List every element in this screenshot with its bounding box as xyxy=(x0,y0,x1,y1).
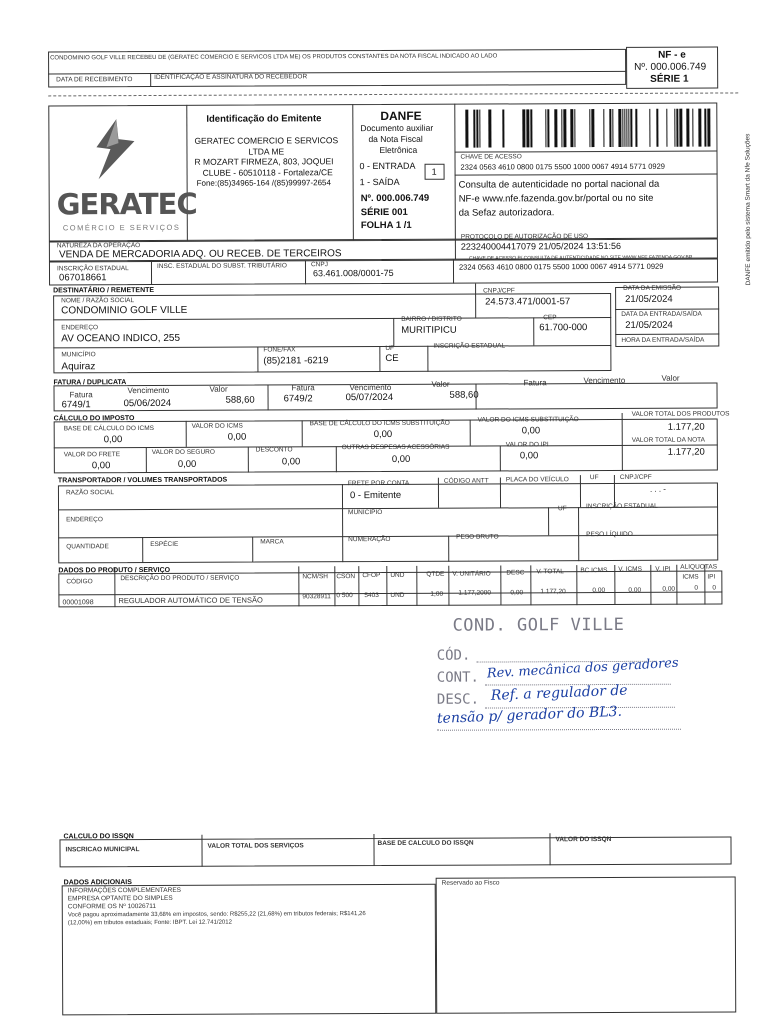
barcode-bar xyxy=(554,109,557,147)
col-v-total: V. TOTAL xyxy=(536,568,564,576)
danfe-desc1: Documento auxiliar xyxy=(360,122,434,134)
marca-label: MARCA xyxy=(260,538,284,546)
barcode-bar xyxy=(649,109,650,147)
col-aliquotas: ALIQUOTAS xyxy=(680,563,718,571)
col-v-unit: V. UNITÁRIO xyxy=(452,570,491,578)
transp-uf-label: UF xyxy=(589,474,599,482)
danfe-entrada: 0 - ENTRADA xyxy=(359,160,416,172)
col-aliq-ipi: IPI xyxy=(707,573,716,581)
row-v-unit: 1.177,2000 xyxy=(458,589,491,597)
dest-ie-label: INSCRIÇÃO ESTADUAL xyxy=(433,342,506,350)
stamp-title: COND. GOLF VILLE xyxy=(452,614,625,636)
cnpj-emit-label: CNPJ xyxy=(310,261,328,269)
emitente-name2: LTDA ME xyxy=(248,146,285,157)
barcode-bar xyxy=(612,109,613,147)
frete-conta-value: 0 - Emitente xyxy=(349,489,402,502)
table-column-divider xyxy=(358,566,359,606)
frete-conta-label: FRETE POR CONTA xyxy=(347,479,410,488)
transporte-section: TRANSPORTADOR / VOLUMES TRANSPORTADOS xyxy=(57,476,228,485)
mun-value: Aquiraz xyxy=(61,361,96,373)
col-codigo: CÓDIGO xyxy=(66,578,93,586)
barcode-bar xyxy=(589,109,590,147)
natureza-label: NATUREZA DA OPERAÇÃO xyxy=(56,242,141,250)
protocolo-value: 223240004417079 21/05/2024 13:51:56 xyxy=(460,240,622,252)
danfe-desc3: Eletrônica xyxy=(379,144,418,155)
ie-label: INSCRIÇÃO ESTADUAL xyxy=(56,265,129,273)
info-line2: CONFORME OS Nº 10026711 xyxy=(67,902,157,911)
col-descricao: DESCRIÇÃO DO PRODUTO / SERVIÇO xyxy=(120,574,240,583)
fat1-venc: 05/06/2024 xyxy=(123,397,172,410)
protocolo-label: PROTOCOLO DE AUTORIZAÇÃO DE USO xyxy=(460,233,589,241)
table-column-divider xyxy=(114,567,115,607)
canhoto-nfe-number: Nº. 000.006.749 xyxy=(634,61,707,73)
row-ncm: 90328911 xyxy=(302,593,331,601)
emitente-phone: Fone:(85)34965-164 /(85)99997-2654 xyxy=(196,178,331,188)
col-ncm: NCM/SH xyxy=(302,573,328,581)
stamp-cod-label: CÓD. xyxy=(436,647,471,664)
row-und: UND xyxy=(390,591,405,599)
row-aliq-ipi: 0 xyxy=(712,584,717,592)
emitente-address1: R MOZART FIRMEZA, 803, JOQUEI xyxy=(194,156,334,167)
barcode-bar xyxy=(609,109,611,147)
ipi-value: 0,00 xyxy=(519,450,539,462)
mun-label: MUNICÍPIO xyxy=(61,351,96,359)
bairro-value: MURITIPICU xyxy=(401,324,457,336)
fat1-h-fatura: Fatura xyxy=(69,390,93,400)
v-st-value: 0,00 xyxy=(521,425,541,437)
desconto-value: 0,00 xyxy=(281,456,301,468)
info-line1: EMPRESA OPTANTE DO SIMPLES xyxy=(67,894,173,903)
destinatario-section: DESTINATÁRIO / REMETENTE xyxy=(53,286,155,295)
barcode-bar xyxy=(656,109,658,147)
chave-label: CHAVE DE ACESSO xyxy=(460,153,522,161)
barcode-bar xyxy=(476,110,478,148)
transp-uf2-label: UF xyxy=(558,505,567,513)
issqn-section: CALCULO DO ISSQN xyxy=(63,833,134,841)
especie-label: ESPÉCIE xyxy=(150,540,179,549)
emissao-label: DATA DA EMISSÃO xyxy=(623,284,682,292)
seguro-label: VALOR DO SEGURO xyxy=(151,448,215,456)
table-column-divider xyxy=(650,565,651,605)
col-cfop: CFOP xyxy=(362,571,381,580)
col-cson: CSON xyxy=(336,573,356,581)
row-v-total: 1.177,20 xyxy=(540,588,566,596)
barcode-bar xyxy=(473,110,475,148)
barcode-bar xyxy=(704,109,706,147)
fat2-valor: 588,60 xyxy=(449,389,479,401)
barcode-bar xyxy=(679,109,682,147)
barcode-bar xyxy=(676,109,678,147)
v-nota-value: 1.177,20 xyxy=(667,446,705,458)
cut-line xyxy=(48,92,738,96)
v-nota-label: VALOR TOTAL DA NOTA xyxy=(631,436,705,444)
canhoto-nfe-title: NF - e xyxy=(658,49,686,61)
nome-value: CONDOMINIO GOLF VILLE xyxy=(61,304,188,317)
row-bc-icms: 0,00 xyxy=(592,587,606,595)
barcode-bar xyxy=(488,110,491,148)
end-label: ENDEREÇO xyxy=(61,324,99,332)
outras-value: 0,00 xyxy=(391,453,411,465)
row-v-icms: 0,00 xyxy=(628,586,642,594)
barcode-bar xyxy=(686,109,689,147)
chave2-label: CHAVE DE ACESSO P/ CONSULTA DE AUTENTICIDADE NO SITE WWW.NFE.FAZENDA.GOV.BR xyxy=(468,254,693,262)
handwritten-cont: Rev. mecânica dos geradores xyxy=(486,655,679,682)
barcode-bar xyxy=(465,110,468,148)
uf-value: CE xyxy=(385,352,399,364)
dest-cnpj-label: CNPJ/CPF xyxy=(483,287,515,295)
adicionais-section: DADOS ADICIONAIS xyxy=(63,879,132,887)
natureza-value: VENDA DE MERCADORIA ADQ. OU RECEB. DE TERCEIROS xyxy=(58,248,342,261)
barcode-icon xyxy=(460,107,712,150)
v-prod-value: 1.177,20 xyxy=(667,421,705,433)
barcode-bar xyxy=(479,110,480,148)
bc-icms-label: BASE DE CÁLCULO DO ICMS xyxy=(63,424,155,433)
handwritten-desc1: Ref. a regulador de xyxy=(490,682,628,704)
seguro-value: 0,00 xyxy=(177,458,197,470)
issqn-v-label: VALOR DO ISSQN xyxy=(555,835,612,844)
frete-label: VALOR DO FRETE xyxy=(63,451,121,459)
table-column-divider xyxy=(298,566,299,606)
v-prod-label: VALOR TOTAL DOS PRODUTOS xyxy=(631,410,730,418)
table-column-divider xyxy=(500,565,501,605)
canhoto-sign-label: IDENTIFICAÇÃO E ASSINATURA DO RECEBEDOR xyxy=(154,73,308,81)
stamp-cont-label: CONT. xyxy=(436,669,479,686)
row-qtde: 1,00 xyxy=(430,590,444,598)
cep-label: CEP xyxy=(543,314,557,322)
canhoto-date-label: DATA DE RECEBIMENTO xyxy=(56,76,133,84)
barcode-bar xyxy=(630,109,632,147)
barcode-bar xyxy=(692,109,693,147)
fat3-h-venc: Vencimento xyxy=(583,375,626,386)
danfe-title: DANFE xyxy=(380,108,422,123)
issqn-im-label: INSCRICAO MUNICIPAL xyxy=(65,846,140,854)
fat2-number: 6749/2 xyxy=(283,393,313,405)
barcode-bar xyxy=(530,109,532,147)
table-column-divider xyxy=(416,566,417,606)
imposto-section: CÁLCULO DO IMPOSTO xyxy=(53,415,135,423)
v-icms-value: 0,00 xyxy=(227,431,247,443)
fat2-h-fatura: Fatura xyxy=(291,383,315,393)
cep-value: 61.700-000 xyxy=(539,322,588,334)
barcode xyxy=(460,107,712,150)
barcode-bar xyxy=(635,109,637,147)
v-st-label: VALOR DO ICMS SUBSTITUIÇÃO xyxy=(477,416,579,424)
chave-value: 2324 0563 4610 0800 0175 5500 1000 0067 4914 5771 0929 xyxy=(460,161,665,172)
desconto-label: DESCONTO xyxy=(255,446,293,454)
col-v-icms: V. ICMS xyxy=(618,565,642,573)
entrada-value: 21/05/2024 xyxy=(625,319,673,331)
bc-icms-value: 0,00 xyxy=(103,434,123,446)
outras-label: OUTRAS DESPESAS ACESSÓRIAS xyxy=(341,443,450,452)
barcode-bar xyxy=(626,109,627,147)
danfe-desc2: da Nota Fiscal xyxy=(368,133,423,145)
placa-label: PLACA DO VEÍCULO xyxy=(505,476,569,484)
barcode-bar xyxy=(526,109,529,147)
frete-value: 0,00 xyxy=(91,460,111,472)
iest-label: INSC. ESTADUAL DO SUBST. TRIBUTÁRIO xyxy=(156,262,287,270)
fatura-section: FATURA / DUPLICATA xyxy=(53,379,127,387)
dest-cnpj-value: 24.573.471/0001-57 xyxy=(485,296,571,308)
barcode-bar xyxy=(622,109,623,147)
row-aliq-icms: 0 xyxy=(694,584,699,592)
fisco-box xyxy=(436,876,737,1013)
antt-label: CÓDIGO ANTT xyxy=(443,477,489,485)
col-desc: DESC xyxy=(506,569,525,577)
row-v-ipi: 0,00 xyxy=(662,585,676,593)
fat2-h-valor: Valor xyxy=(431,379,450,389)
barcode-bar xyxy=(561,109,562,147)
danfe-saida: 1 - SAÍDA xyxy=(359,176,400,188)
bc-st-label: BASE DE CÁLCULO DO ICMS SUBSTITUIÇÃO xyxy=(309,419,450,428)
col-und: UND xyxy=(390,571,405,579)
info-comp-label: INFORMAÇÕES COMPLEMENTARES xyxy=(67,886,181,895)
razao-label: RAZÃO SOCIAL xyxy=(65,489,115,497)
row-descricao: REGULADOR AUTOMÁTICO DE TENSÃO xyxy=(118,595,263,606)
entrada-label: DATA DA ENTRADA/SAÍDA xyxy=(621,310,702,318)
bairro-label: BAIRRO / DISTRITO xyxy=(401,315,462,323)
barcode-bar xyxy=(570,109,573,147)
uf-label: UF xyxy=(385,344,395,352)
barcode-bar xyxy=(618,109,621,147)
table-column-divider xyxy=(530,565,531,605)
fone-value: (85)2181 -6219 xyxy=(263,355,329,367)
danfe-serie: SÉRIE 001 xyxy=(360,206,408,219)
barcode-bar xyxy=(603,109,604,147)
produtos-section: DADOS DO PRODUTO / SERVIÇO xyxy=(58,566,171,575)
end-value: AV OCEANO INDICO, 255 xyxy=(61,332,181,345)
barcode-bar xyxy=(624,109,625,147)
danfe-folha: FOLHA 1 /1 xyxy=(360,219,412,232)
nome-label: NOME / RAZÃO SOCIAL xyxy=(61,297,135,305)
row-desc: 0,00 xyxy=(510,589,524,597)
lightning-logo-icon xyxy=(54,113,184,190)
table-column-divider xyxy=(576,565,577,605)
fisco-label: Reservado ao Fisco xyxy=(441,879,500,887)
barcode-bar xyxy=(547,109,549,147)
row-cfop: 5403 xyxy=(364,592,379,600)
fat3-h-valor: Valor xyxy=(661,373,680,383)
cnpj-emit-value: 63.461.008/0001-75 xyxy=(312,267,394,279)
fat1-h-valor: Valor xyxy=(209,384,228,394)
ie-value: 067018661 xyxy=(59,272,107,284)
barcode-bar xyxy=(591,109,594,147)
barcode-bar xyxy=(522,109,525,147)
emitente-name1: GERATEC COMERCIO E SERVICOS xyxy=(194,135,339,146)
barcode-bar xyxy=(674,109,675,147)
chave2-value: 2324 0563 4610 0800 0175 5500 1000 0067 4914 5771 0929 xyxy=(458,261,664,272)
danfe-number: Nº. 000.006.749 xyxy=(360,192,430,205)
consulta-line3: da Sefaz autorizadora. xyxy=(458,207,555,219)
barcode-bar xyxy=(628,109,629,147)
canhoto-text: CONDOMINIO GOLF VILLE RECEBEU DE (GERATEC COMERCIO E SERVICOS LTDA ME) OS PRODUTOS CONSTANTES DA NOTA FISCAL INDICADO AO LADO xyxy=(50,53,498,62)
fat1-h-venc: Vencimento xyxy=(127,385,170,396)
numeracao-label: NUMERAÇÃO xyxy=(348,535,391,544)
transp-cnpj-label: CNPJ/CPF xyxy=(619,473,652,481)
consulta-line2: NF-e www.nfe.fazenda.gov.br/portal ou no site xyxy=(458,192,654,205)
fat1-valor: 588,60 xyxy=(225,394,255,406)
table-column-divider xyxy=(386,566,387,606)
fat3-h-fatura: Fatura xyxy=(523,378,547,388)
table-column-divider xyxy=(334,566,335,606)
peso-bruto-label: PESO BRUTO xyxy=(456,533,499,541)
barcode-bar xyxy=(666,109,667,147)
barcode-bar xyxy=(563,109,566,147)
fone-label: FONE/FAX xyxy=(263,346,296,354)
table-column-divider xyxy=(676,565,677,605)
side-vertical-text: DANFE emitido pelo sistema Smart da Nfe Soluções xyxy=(744,133,753,286)
barcode-bar xyxy=(707,109,710,147)
issqn-bc-label: BASE DE CALCULO DO ISSQN xyxy=(377,839,474,848)
qtd-label: QUANTIDADE xyxy=(66,543,109,551)
table-column-divider xyxy=(448,566,449,606)
fat2-h-venc: Vencimento xyxy=(349,382,392,393)
fat2-venc: 05/07/2024 xyxy=(345,391,394,404)
stamp-desc-line2 xyxy=(437,729,681,731)
issqn-vts-label: VALOR TOTAL DOS SERVIÇOS xyxy=(207,842,304,850)
barcode-bar xyxy=(698,109,701,147)
col-v-ipi: V. IPI xyxy=(655,565,671,573)
emitente-address2: CLUBE - 60510118 - Fortaleza/CE xyxy=(202,167,333,178)
emissao-value: 21/05/2024 xyxy=(625,293,673,305)
transp-mun-label: MUNICÍPIO xyxy=(348,508,383,517)
stamp-desc-label: DESC. xyxy=(436,691,480,708)
canhoto-nfe-serie: SÉRIE 1 xyxy=(650,73,689,85)
transp-end-label: ENDEREÇO xyxy=(66,516,103,524)
hora-label: HORA DA ENTRADA/SAÍDA xyxy=(621,336,705,344)
col-bc-icms: BC ICMS xyxy=(580,567,608,575)
peso-liquido-label: PESO LÍQUIDO xyxy=(586,530,633,539)
barcode-bar xyxy=(574,109,575,147)
handwritten-desc2: tensão p/ gerador do BL3. xyxy=(436,703,623,727)
row-cson: 0 500 xyxy=(336,592,353,600)
fat1-number: 6749/1 xyxy=(61,399,91,411)
transp-cnpj-value: . . . - xyxy=(649,484,666,494)
bc-st-value: 0,00 xyxy=(373,428,393,441)
col-aliq-icms: ICMS xyxy=(682,573,699,581)
info-line3: Você pagou aproximadamente 33,68% em impostos, sendo: R$255,22 (21,68%) em tributos federais; R$141,26 xyxy=(67,911,366,919)
ipi-label: VALOR DO IPI xyxy=(505,441,549,449)
barcode-bar xyxy=(502,109,504,147)
info-line4: (12,00%) em tributos estaduais; Fonte: IBPT. Lei 12.741/2012 xyxy=(67,919,232,927)
v-icms-label: VALOR DO ICMS xyxy=(191,422,243,430)
emitente-title: Identificação do Emitente xyxy=(206,113,322,125)
barcode-bar xyxy=(545,109,546,147)
col-qtde: QTDE xyxy=(426,570,445,578)
row-codigo: 00001098 xyxy=(62,599,94,607)
logo-text: GERATEC xyxy=(56,186,197,222)
transp-ie-label: INSCRIÇÃO ESTADUAL xyxy=(586,502,658,511)
logo-subtext: COMÉRCIO E SERVIÇOS xyxy=(62,222,181,233)
danfe-tipo: 1 xyxy=(431,166,437,177)
table-column-divider xyxy=(614,565,615,605)
consulta-line1: Consulta de autenticidade no portal nacional da xyxy=(458,178,660,191)
